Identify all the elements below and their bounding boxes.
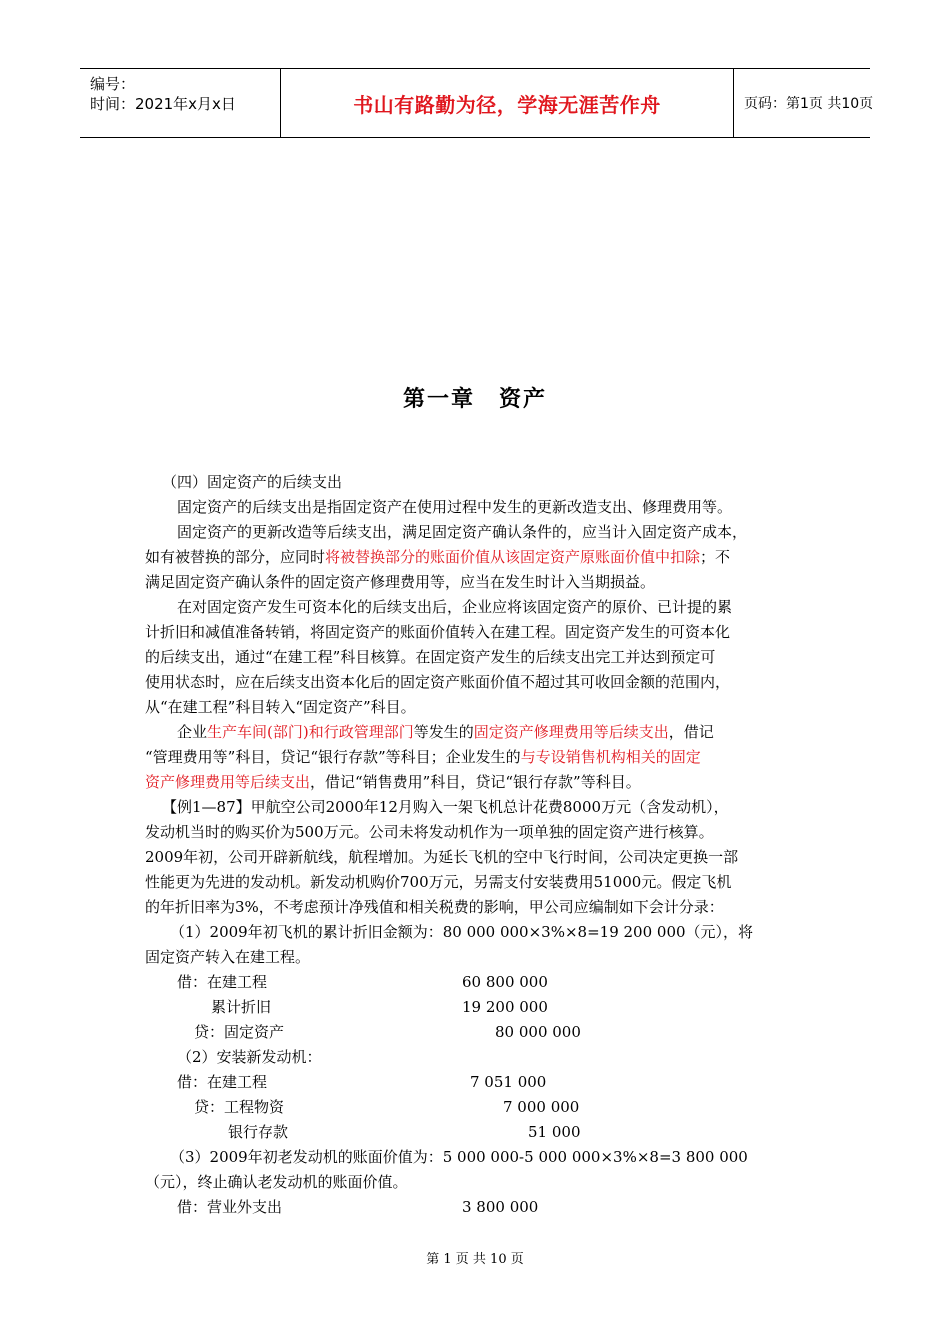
chapter-title: 第一章 资产 [402, 387, 547, 412]
paragraph-line: 在对固定资产发生可资本化的后续支出后，企业应将该固定资产的原价、已计提的累 [177, 598, 733, 616]
entry-account: 借：营业外支出 [177, 1198, 283, 1216]
example-line: （1）2009年初飞机的累计折旧金额为：80 000 000×3%×8=19 200 000（元），将 [170, 923, 754, 941]
entry-account: 累计折旧 [211, 998, 272, 1016]
entry-account: 银行存款 [228, 1123, 289, 1141]
header-table [80, 68, 874, 138]
page-footer: 第 1 页 共 10 页 [426, 1252, 524, 1267]
paragraph-line: 计折旧和减值准备转销，将固定资产的账面价值转入在建工程。固定资产发生的可资本化 [145, 623, 731, 641]
paragraph-line: 固定资产的更新改造等后续支出，满足固定资产确认条件的，应当计入固定资产成本， [177, 523, 748, 541]
entry-amount: 7 000 000 [503, 1098, 580, 1116]
entry-amount: 7 051 000 [470, 1073, 547, 1091]
paragraph-line: “管理费用等”科目，贷记“银行存款”等科目；企业发生的与专设销售机构相关的固定 [145, 748, 701, 766]
entry-account: 借：在建工程 [177, 1073, 268, 1091]
entry-amount: 3 800 000 [462, 1198, 539, 1216]
paragraph-line: 资产修理费用等后续支出，借记“销售费用”科目，贷记“银行存款”等科目。 [145, 773, 641, 791]
paragraph-line: 固定资产的后续支出是指固定资产在使用过程中发生的更新改造支出、修理费用等。 [177, 498, 733, 516]
example-line: （3）2009年初老发动机的账面价值为：5 000 000-5 000 000×3%×8=3 800 000 [170, 1148, 748, 1166]
number-label: 编号： [90, 75, 136, 93]
highlighted-text: 生产车间(部门)和行政管理部门 [207, 723, 414, 741]
entry-account: 借：在建工程 [177, 973, 268, 991]
highlighted-text: 固定资产修理费用等后续支出 [473, 723, 669, 741]
example-line: 固定资产转入在建工程。 [145, 948, 311, 966]
highlighted-text: 将被替换部分的账面价值从该固定资产原账面价值中扣除 [325, 548, 701, 566]
motto: 书山有路勤为径，学海无涯苦作舟 [353, 92, 661, 117]
paragraph-line: 企业生产车间(部门)和行政管理部门等发生的固定资产修理费用等后续支出，借记 [177, 723, 714, 741]
example-line: 2009年初，公司开辟新航线，航程增加。为延长飞机的空中飞行时间，公司决定更换一部 [145, 848, 739, 866]
paragraph-line: 满足固定资产确认条件的固定资产修理费用等，应当在发生时计入当期损益。 [145, 573, 656, 591]
entry-amount: 60 800 000 [462, 973, 548, 991]
entry-account: 贷：固定资产 [194, 1023, 285, 1041]
entry-amount: 80 000 000 [495, 1023, 581, 1041]
paragraph-line: 如有被替换的部分，应同时将被替换部分的账面价值从该固定资产原账面价值中扣除；不 [145, 548, 731, 566]
example-line: 的年折旧率为3%，不考虑预计净残值和相关税费的影响，甲公司应编制如下会计分录： [145, 898, 724, 916]
entry-amount: 51 000 [528, 1123, 581, 1141]
paragraph-line: 的后续支出，通过“在建工程”科目核算。在固定资产发生的后续支出完工并达到预定可 [145, 648, 716, 666]
header-left-cell [80, 69, 281, 137]
paragraph-line: 从“在建工程”科目转入“固定资产”科目。 [145, 698, 416, 716]
entry-heading: （2）安装新发动机： [177, 1048, 322, 1066]
example-line: 发动机当时的购买价为500万元。公司未将发动机作为一项单独的固定资产进行核算。 [145, 823, 714, 841]
highlighted-text: 资产修理费用等后续支出 [145, 773, 311, 791]
time-label: 时间：2021年x月x日 [90, 95, 236, 113]
example-line: 性能更为先进的发动机。新发动机购价700万元，另需支付安装费用51000元。假定飞机 [145, 873, 732, 891]
paragraph-line: 使用状态时，应在后续支出资本化后的固定资产账面价值不超过其可收回金额的范围内， [145, 673, 731, 691]
header-center-cell [281, 69, 734, 137]
section-heading: （四）固定资产的后续支出 [162, 473, 343, 491]
page-label: 页码：第1页 共10页 [744, 96, 874, 112]
example-line: 【例1—87】甲航空公司2000年12月购入一架飞机总计花费8000万元（含发动机）， [162, 798, 729, 816]
highlighted-text: 与专设销售机构相关的固定 [520, 748, 701, 766]
entry-amount: 19 200 000 [462, 998, 548, 1016]
example-line: （元），终止确认老发动机的账面价值。 [145, 1173, 408, 1191]
header-right-cell [734, 69, 874, 137]
entry-account: 贷：工程物资 [194, 1098, 285, 1116]
